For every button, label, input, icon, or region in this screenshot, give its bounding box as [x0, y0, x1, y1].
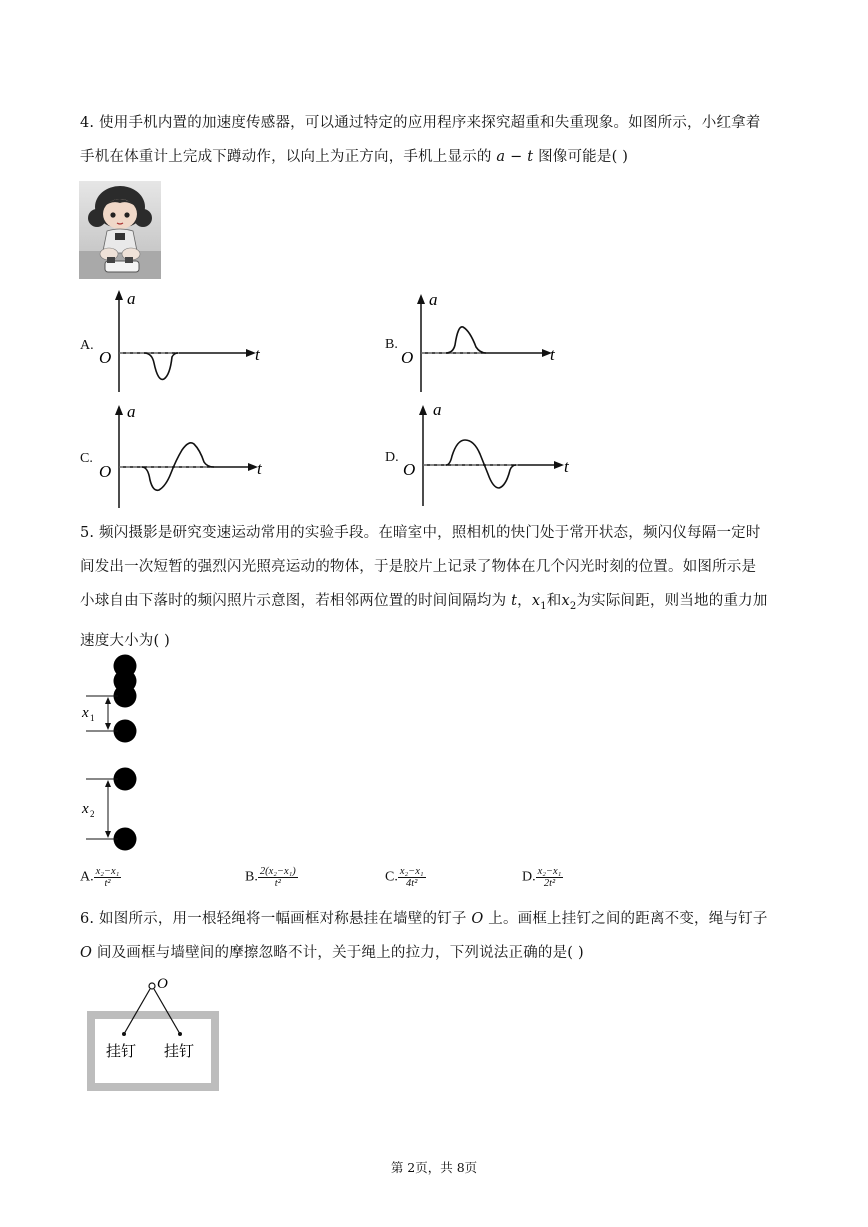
question-5 [80, 516, 768, 658]
q4-graph-d[interactable] [400, 398, 578, 510]
q5-option-d[interactable]: D. $\frac{\text{x₂−x₁}}{\text{2t²}}$ [522, 866, 562, 889]
q4-graph-b[interactable] [398, 287, 563, 397]
q4-d-origin-label: O [403, 460, 416, 479]
fig-x1-label: x [82, 705, 89, 721]
q4-c-origin-label: O [99, 462, 112, 481]
q4-a-axis-label: a [127, 289, 136, 308]
fig-x2-label: x [82, 801, 89, 817]
q5-line-3: 小球自由下落时的频闪照片示意图，若相邻两位置的时间间隔均为 t，$x_1$和$x_2$为实际间距，则当地的重力加 [80, 593, 768, 612]
q4-c-t-axis-label: t [257, 459, 262, 478]
q4-b-a-axis-label: a [429, 290, 438, 309]
q5-line-2: 间发出一次短暂的强烈闪光照亮运动的物体，于是胶片上记录了物体在几个闪光时刻的位置。如图所示是 [80, 559, 757, 575]
q5-option-a[interactable]: A. $\frac{\text{x₂−x₁}}{\text{t²}}$ [80, 866, 120, 889]
q4-d-a-axis-label: a [433, 400, 442, 419]
question-6 [80, 902, 768, 970]
q6-line-1: 6. 如图所示，用一根轻绳将一幅画框对称悬挂在墙壁的钉子 O 上。画框上挂钉之间的距离不变，绳与钉子 [80, 911, 768, 927]
q4-d-t-axis-label: t [564, 457, 569, 476]
page-footer: 第 2页，共 8页 [390, 1160, 478, 1175]
q5-line-4: 速度大小为( ) [80, 632, 171, 649]
q4-b-origin-label: O [401, 348, 414, 367]
q4-option-b-label[interactable]: B. [385, 337, 398, 352]
q4-c-a-axis-label: a [127, 402, 136, 421]
q5-option-b[interactable]: B. $\frac{\text{2(x₂−x₁)}}{\text{t²}}$ [245, 866, 296, 889]
right-nail-label: 挂钉 [164, 1042, 195, 1060]
q5-strobe-figure [78, 652, 148, 852]
q6-frame-figure [84, 970, 224, 1095]
q5-option-c[interactable]: C. $\frac{\text{x₂−x₁}}{\text{4t²}}$ [385, 866, 424, 889]
fig-x2-sub: 2 [90, 809, 95, 819]
q4-graph-a[interactable] [96, 287, 268, 397]
q4-b-t-axis-label: t [550, 345, 555, 364]
q4-t-axis-label: t [255, 345, 260, 364]
fig-x1-sub: 1 [90, 713, 95, 723]
q6-line-2: O 间及画框与墙壁间的摩擦忽略不计，关于绳上的拉力，下列说法正确的是( ) [80, 945, 584, 961]
q4-line-2: 手机在体重计上完成下蹲动作，以向上为正方向，手机上显示的 a − t 图像可能是( ) [80, 149, 629, 165]
q5-line-1: 5. 频闪摄影是研究变速运动常用的实验手段。在暗室中，照相机的快门处于常开状态，频闪仪每隔一定时 [80, 525, 761, 541]
q4-option-d-label[interactable]: D. [385, 450, 399, 465]
left-nail-label: 挂钉 [106, 1042, 137, 1060]
q4-graph-c[interactable] [96, 400, 271, 512]
girl-squatting-image [79, 181, 161, 279]
q4-origin-label: O [99, 348, 112, 367]
nail-o-label: O [157, 976, 168, 992]
q4-option-a-label[interactable]: A. [80, 338, 94, 353]
q4-option-c-label[interactable]: C. [80, 451, 93, 466]
question-4 [80, 106, 761, 174]
q4-line-1: 4. 使用手机内置的加速度传感器，可以通过特定的应用程序来探究超重和失重现象。如图所示，小红拿着 [80, 115, 761, 131]
